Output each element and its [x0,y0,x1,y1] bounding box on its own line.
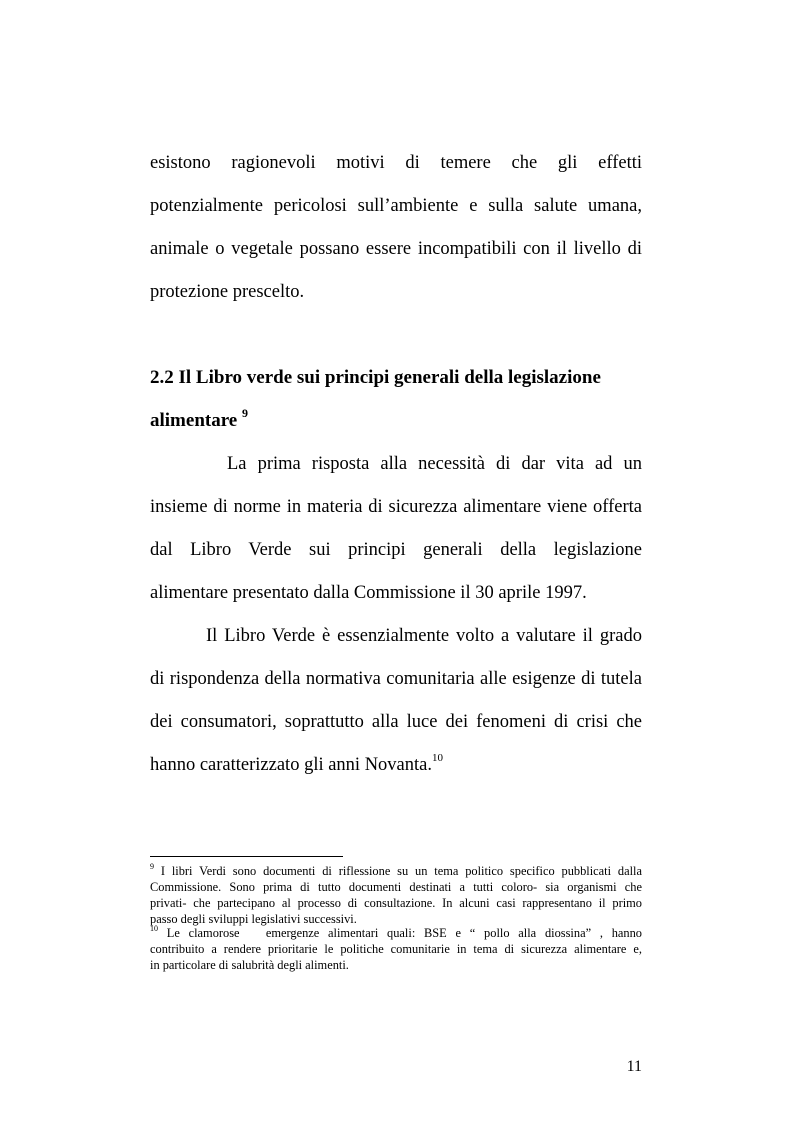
footnote-text: I libri Verdi sono documenti di riflessione su un tema politico specifico pubblicati dalla [160,864,642,878]
body-text-line: Il Libro Verde è essenzialmente volto a valutare il grado [206,626,642,646]
body-text-line: di rispondenza della normativa comunitaria alle esigenze di tutela [150,669,642,689]
footnote-line: in particolare di salubrità degli alimenti. [150,958,349,972]
footnote-text: Le clamorose emergenze alimentari quali: BSE e “ pollo alla diossina” , hanno [166,926,642,940]
footnote-line: privati- che partecipano al processo di consultazione. In alcuni casi rappresentano il primo [150,896,642,910]
footnote-number: 10 [150,923,158,933]
footnote-line [150,861,642,880]
body-text-line [150,751,642,776]
section-heading: 2.2 Il Libro verde sui principi generali della legislazione [150,367,601,388]
body-text-line: potenzialmente pericolosi sull’ambiente e sulla salute umana, [150,196,642,216]
body-text-line: insieme di norme in materia di sicurezza alimentare viene offerta [150,497,642,517]
body-text-line: La prima risposta alla necessità di dar vita ad un [227,454,642,474]
footnote-line [150,923,642,942]
footnote-separator [150,856,343,857]
page-number: 11 [626,1058,642,1075]
footnote-number: 9 [150,861,154,871]
body-text-line: dal Libro Verde sui principi generali della legislazione [150,540,642,560]
body-text: hanno caratterizzato gli anni Novanta. [150,755,432,775]
section-heading-continuation [150,405,642,432]
footnote-reference: 10 [432,751,443,764]
body-text-line: dei consumatori, soprattutto alla luce dei fenomeni di crisi che [150,712,642,732]
footnote-reference: 9 [242,405,248,420]
body-text-line: protezione prescelto. [150,282,305,302]
footnote-line: Commissione. Sono prima di tutto documenti destinati a tutti coloro- sia organismi che [150,880,642,894]
body-text-line: esistono ragionevoli motivi di temere che gli effetti [150,153,642,173]
body-text-line: alimentare presentato dalla Commissione il 30 aprile 1997. [150,583,587,603]
body-text-line: animale o vegetale possano essere incompatibili con il livello di [150,239,642,259]
section-heading-text: alimentare [150,410,238,431]
footnote-line: passo degli sviluppi legislativi successivi. [150,912,357,926]
footnote-line: contribuito a rendere prioritarie le politiche comunitarie in tema di sicurezza alimentare e, [150,942,642,956]
